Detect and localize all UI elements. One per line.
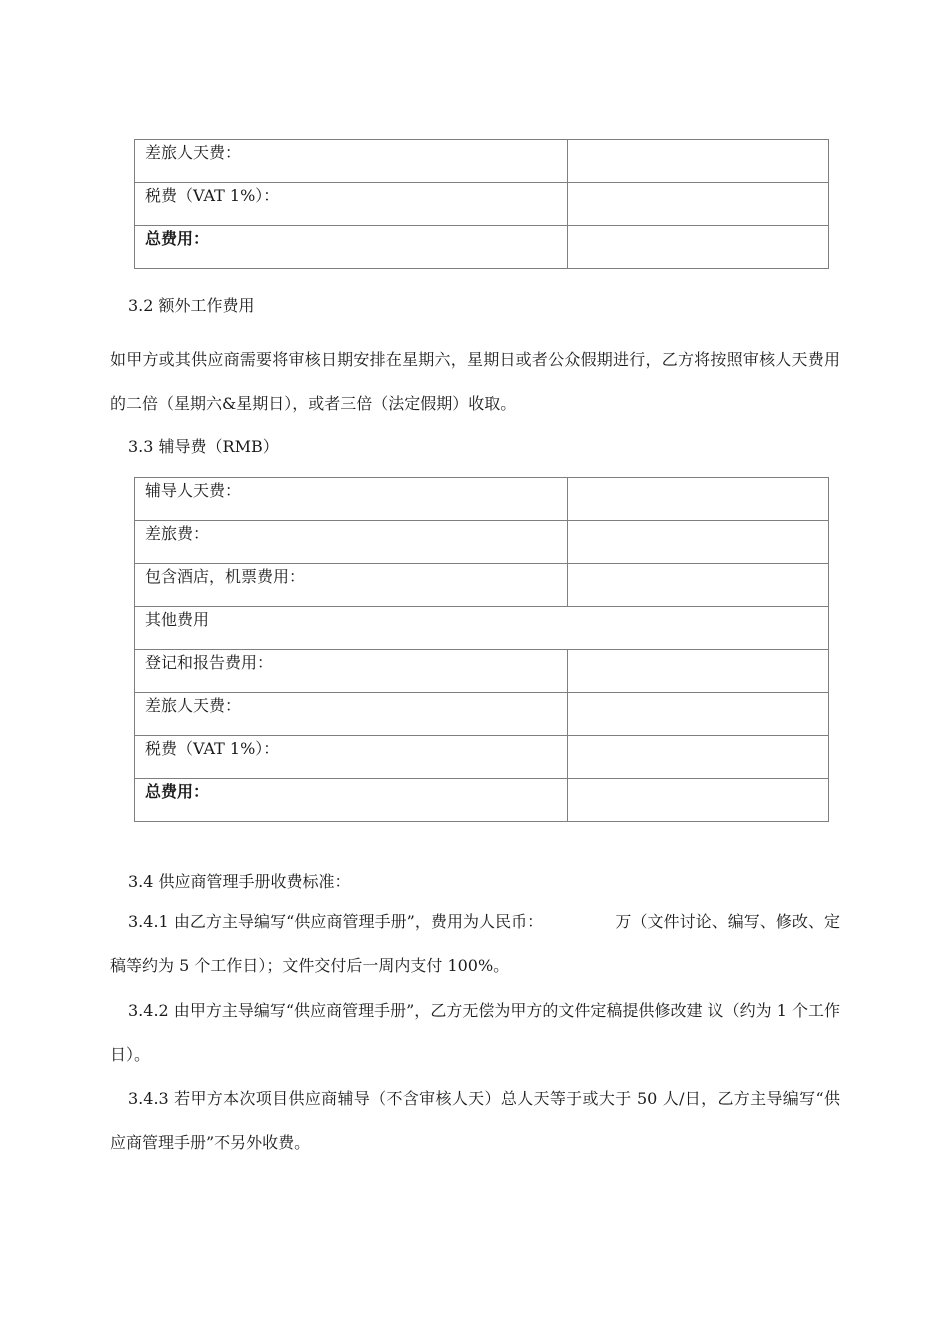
row-label: 税费（VAT 1%）： xyxy=(135,736,568,779)
table-row xyxy=(135,521,829,564)
row-value xyxy=(568,478,829,521)
table-row xyxy=(135,736,829,779)
row-value xyxy=(568,521,829,564)
table-row xyxy=(135,564,829,607)
paragraph-3-4-2-text: 3.4.2 由甲方主导编写“供应商管理手册”，乙方无偿为甲方的文件定稿提供修改建 议（约为 1 个工作日）。 xyxy=(110,1001,840,1064)
row-value xyxy=(568,140,829,183)
row-label: 包含酒店，机票费用： xyxy=(135,564,568,607)
paragraph-3-4-1-text: 3.4.1 由乙方主导编写“供应商管理手册”，费用为人民币： 万（文件讨论、编写、修改、定稿等约为 5 个工作日）；文件交付后一周内支付 100%。 xyxy=(110,912,840,975)
paragraph-3-2: 如甲方或其供应商需要将审核日期安排在星期六，星期日或者公众假期进行，乙方将按照审核人天费用的二倍（星期六&星期日），或者三倍（法定假期）收取。 xyxy=(110,350,840,413)
row-value xyxy=(568,779,829,822)
paragraph-3-4-3-text: 3.4.3 若甲方本次项目供应商辅导（不含审核人天）总人天等于或大于 50 人/日，乙方主导编写“供应商管理手册”不另外收费。 xyxy=(110,1089,840,1152)
row-value xyxy=(568,650,829,693)
paragraph-3-4-1 xyxy=(110,900,840,988)
row-label-merged: 其他费用 xyxy=(135,607,829,650)
table-row xyxy=(135,226,829,269)
row-value xyxy=(568,226,829,269)
row-label: 差旅人天费： xyxy=(135,140,568,183)
fee-table-coaching xyxy=(134,477,829,822)
section-heading-3-2: 3.2 额外工作费用 xyxy=(128,296,255,315)
table-row xyxy=(135,140,829,183)
row-label: 差旅人天费： xyxy=(135,693,568,736)
row-label: 辅导人天费： xyxy=(135,478,568,521)
table-row xyxy=(135,478,829,521)
table-row xyxy=(135,693,829,736)
row-label: 税费（VAT 1%）： xyxy=(135,183,568,226)
row-label: 总费用： xyxy=(135,226,568,269)
paragraph-3-4-2 xyxy=(110,989,840,1077)
fee-table-audit xyxy=(134,139,829,269)
section-heading-3-3: 3.3 辅导费（RMB） xyxy=(128,437,279,456)
section-heading-3-4: 3.4 供应商管理手册收费标准： xyxy=(128,872,351,891)
row-value xyxy=(568,564,829,607)
table-row xyxy=(135,650,829,693)
row-label: 总费用： xyxy=(135,779,568,822)
row-label: 差旅费： xyxy=(135,521,568,564)
table-row xyxy=(135,607,829,650)
paragraph-3-4-3 xyxy=(110,1077,840,1165)
row-value xyxy=(568,736,829,779)
row-label: 登记和报告费用： xyxy=(135,650,568,693)
row-value xyxy=(568,693,829,736)
table-row xyxy=(135,779,829,822)
table-row xyxy=(135,183,829,226)
row-value xyxy=(568,183,829,226)
